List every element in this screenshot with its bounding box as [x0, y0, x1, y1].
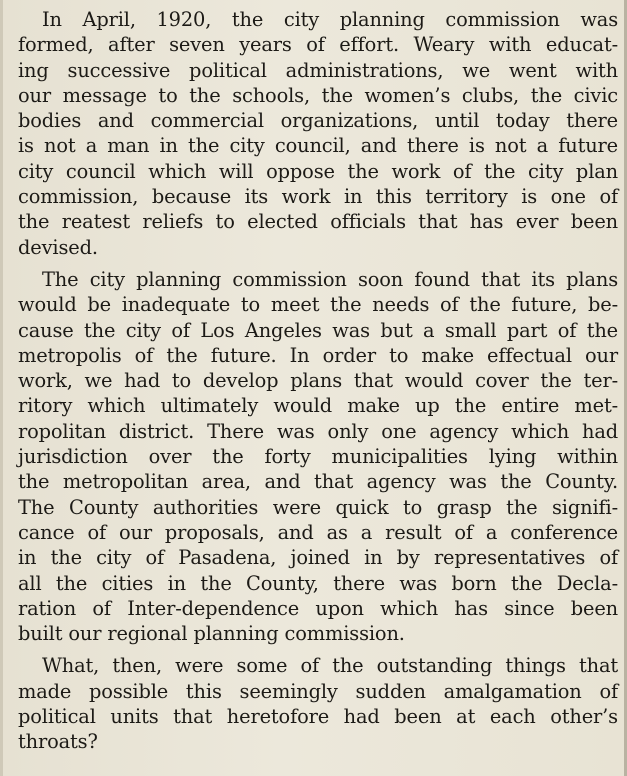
text-line: What, then, were some of the outstanding things that	[42, 654, 618, 678]
text-line: would be inadequate to meet the needs of the future, be-	[18, 293, 618, 317]
text-line: the metropolitan area, and that agency was the County.	[18, 470, 618, 494]
text-line: metropolis of the future. In order to make effectual our	[18, 343, 618, 367]
text-line: bodies and commercial organizations, until today there	[18, 109, 618, 133]
text-line: political units that heretofore had been at each other’s	[18, 705, 618, 729]
text-line: is not a man in the city council, and there is not a future	[18, 134, 618, 158]
text-line: work, we had to develop plans that would cover the ter-	[18, 369, 618, 393]
text-line: The city planning commission soon found that its plans	[42, 267, 618, 291]
text-line: our message to the schools, the women’s clubs, the civic	[18, 83, 618, 107]
text-line: ing successive political administrations, we went with	[18, 58, 618, 82]
text-line: cause the city of Los Angeles was but a small part of the	[18, 318, 618, 342]
paragraph-1	[18, 7, 618, 260]
text-line: built our regional planning commission.	[18, 622, 405, 646]
text-line: all the cities in the County, there was born the Decla-	[18, 571, 618, 595]
text-line: The County authorities were quick to grasp the signifi-	[18, 495, 618, 519]
text-line: formed, after seven years of effort. Weary with educat-	[18, 33, 618, 57]
text-line: the reatest reliefs to elected officials that has ever been	[18, 210, 618, 234]
text-line: ropolitan district. There was only one agency which had	[18, 419, 618, 443]
text-line: jurisdiction over the forty municipalities lying within	[18, 445, 618, 469]
text-column	[18, 7, 618, 755]
text-line: in the city of Pasadena, joined in by representatives of	[18, 546, 618, 570]
text-line: made possible this seemingly sudden amalgamation of	[18, 679, 618, 703]
text-line: ritory which ultimately would make up the entire met-	[18, 394, 618, 418]
text-line: ration of Inter-dependence upon which has since been	[18, 596, 618, 620]
text-line: cance of our proposals, and as a result of a conference	[18, 520, 618, 544]
text-line: In April, 1920, the city planning commission was	[42, 8, 618, 31]
text-line: devised.	[18, 235, 98, 259]
paragraph-3	[18, 653, 618, 754]
text-line: commission, because its work in this territory is one of	[18, 185, 618, 209]
paragraph-2	[18, 267, 618, 646]
text-line: city council which will oppose the work of the city plan	[18, 159, 618, 183]
text-line: throats?	[18, 730, 98, 754]
